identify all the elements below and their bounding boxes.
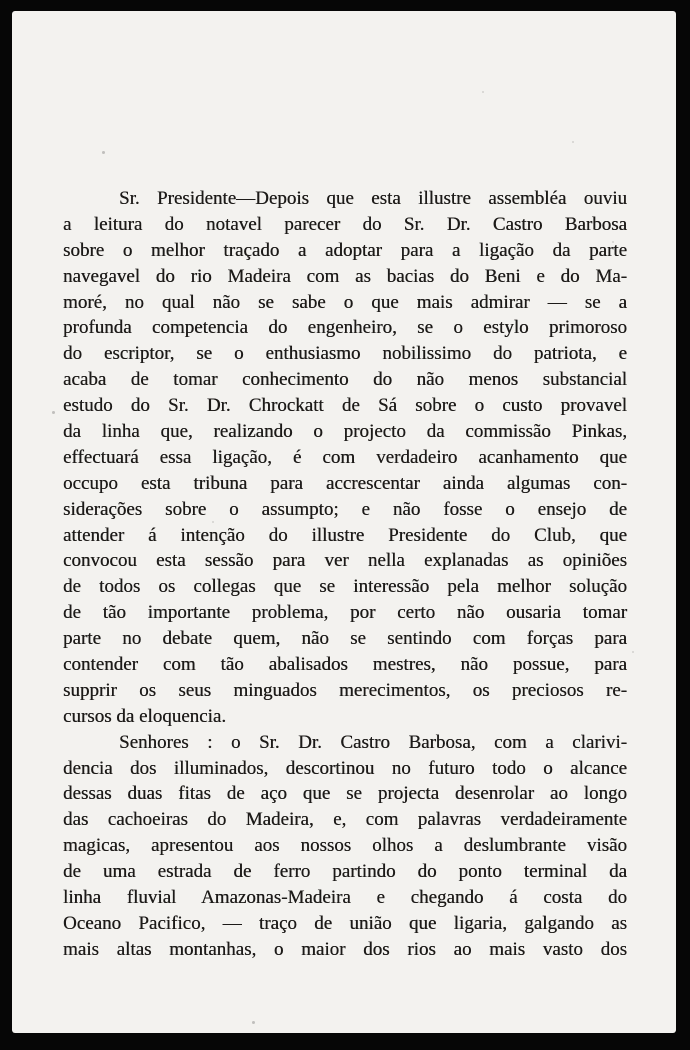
- text-line: parte no debate quem, não se sentindo com forças para: [63, 628, 627, 650]
- text-line: attender á intenção do illustre Presidente do Club, que: [63, 524, 627, 546]
- text-line: magicas, apresentou aos nossos olhos a deslumbrante visão: [63, 835, 627, 857]
- text-block: [63, 186, 627, 963]
- paper-speck: [572, 141, 574, 143]
- text-line: siderações sobre o assumpto; e não fosse o ensejo de: [63, 498, 627, 520]
- text-line: linha fluvial Amazonas-Madeira e chegando á costa do: [63, 887, 627, 909]
- text-line: acaba de tomar conhecimento do não menos substancial: [63, 369, 627, 391]
- text-line: effectuará essa ligação, é com verdadeiro acanhamento que: [63, 446, 627, 468]
- text-line: cursos da eloquencia.: [63, 705, 227, 727]
- text-line: contender com tão abalisados mestres, não possue, para: [63, 654, 627, 676]
- text-line: Sr. Presidente—Depois que esta illustre assembléa ouviu: [119, 188, 627, 209]
- paragraph: [63, 730, 627, 963]
- text-line: supprir os seus minguados merecimentos, os preciosos re-: [63, 679, 627, 701]
- paper-speck: [52, 411, 55, 414]
- text-line: de uma estrada de ferro partindo do ponto terminal da: [63, 861, 627, 883]
- paper-speck: [632, 651, 634, 653]
- paper-sheet: [12, 11, 676, 1033]
- paragraph: [63, 186, 627, 730]
- text-line: profunda competencia do engenheiro, se o estylo primoroso: [63, 317, 627, 339]
- text-line: de tão importante problema, por certo não ousaria tomar: [63, 602, 627, 624]
- text-line: mais altas montanhas, o maior dos rios ao mais vasto dos: [63, 938, 627, 960]
- paper-speck: [252, 1021, 255, 1024]
- text-line: convocou esta sessão para ver nella explanadas as opiniões: [63, 550, 627, 572]
- text-line: do escriptor, se o enthusiasmo nobilissimo do patriota, e: [63, 343, 627, 365]
- text-line: dencia dos illuminados, descortinou no futuro todo o alcance: [63, 757, 627, 779]
- text-line: sobre o melhor traçado a adoptar para a ligação da parte: [63, 239, 627, 261]
- text-line: dessas duas fitas de aço que se projecta desenrolar ao longo: [63, 783, 627, 805]
- text-line: a leitura do notavel parecer do Sr. Dr. Castro Barbosa: [63, 213, 627, 235]
- text-line: estudo do Sr. Dr. Chrockatt de Sá sobre o custo provavel: [63, 395, 627, 417]
- text-line: Oceano Pacifico, — traço de união que ligaria, galgando as: [63, 912, 627, 934]
- text-line: de todos os collegas que se interessão pela melhor solução: [63, 576, 627, 598]
- text-line: moré, no qual não se sabe o que mais admirar — se a: [63, 291, 627, 313]
- paper-speck: [102, 151, 105, 154]
- text-line: da linha que, realizando o projecto da commissão Pinkas,: [63, 421, 627, 443]
- text-line: navegavel do rio Madeira com as bacias do Beni e do Ma-: [63, 265, 627, 287]
- paper-speck: [482, 91, 484, 93]
- text-line: occupo esta tribuna para accrescentar ainda algumas con-: [63, 472, 627, 494]
- text-line: das cachoeiras do Madeira, e, com palavras verdadeiramente: [63, 809, 627, 831]
- text-line: Senhores : o Sr. Dr. Castro Barbosa, com a clarivi-: [119, 731, 627, 753]
